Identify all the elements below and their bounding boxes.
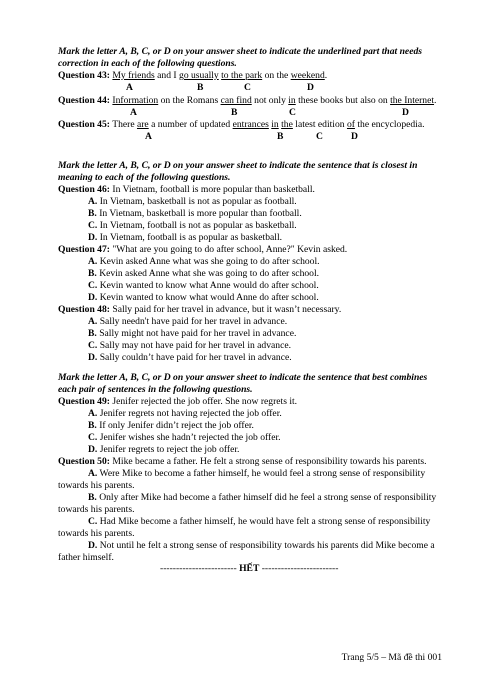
option-text: Only after Mike had become a father himself did he feel a strong sense of responsibility xyxy=(96,492,437,503)
label-b: B xyxy=(231,107,238,118)
option-key: C. xyxy=(88,340,98,351)
question-43 xyxy=(58,70,327,82)
question-text: Sally paid for her travel in advance, but it wasn’t necessary. xyxy=(109,304,342,315)
question-48 xyxy=(58,304,341,316)
option-text: Were Mike to become a father himself, he would feel a strong sense of responsibility xyxy=(97,468,426,479)
option-b xyxy=(88,420,254,432)
option-d xyxy=(88,352,292,364)
question-44 xyxy=(58,95,436,107)
text: a number of updated xyxy=(148,119,233,130)
option-a xyxy=(88,408,282,420)
underlined-part-b: can find xyxy=(220,95,252,106)
option-text: If only Jenifer didn’t reject the job offer. xyxy=(96,420,254,431)
option-text: Sally might not have paid for her travel in advance. xyxy=(96,328,297,339)
label-b: B xyxy=(277,131,284,142)
text: . xyxy=(324,70,328,81)
question-text: In Vietnam, football is more popular than basketball. xyxy=(109,184,315,195)
option-text: Jenifer regrets not having rejected the job offer. xyxy=(97,408,282,419)
end-marker xyxy=(160,563,338,575)
section1-instruction-line1: Mark the letter A, B, C, or D on your answer sheet to indicate the underlined part that needs xyxy=(58,46,422,57)
option-b xyxy=(88,208,302,220)
label-c: C xyxy=(316,131,323,142)
option-d-continuation: father himself. xyxy=(58,552,114,563)
underlined-part-a: Information xyxy=(112,95,159,106)
option-c-continuation: towards his parents. xyxy=(58,528,135,539)
label-a: A xyxy=(130,107,137,118)
text: these books but also on xyxy=(295,95,391,106)
underlined-part-d: the Internet xyxy=(390,95,435,106)
option-a xyxy=(88,256,320,268)
question-50 xyxy=(58,456,427,468)
option-text: In Vietnam, football is as popular as basketball. xyxy=(97,232,283,243)
option-key: B. xyxy=(88,328,97,339)
option-c xyxy=(88,516,430,528)
option-text: Had Mike become a father himself, he would have felt a strong sense of responsibility xyxy=(97,516,431,527)
option-text: Sally needn't have paid for her travel in advance. xyxy=(97,316,288,327)
page-footer: Trang 5/5 – Mã đề thi 001 xyxy=(341,652,442,663)
option-text: Kevin wanted to know what would Anne do after school. xyxy=(97,292,319,303)
label-c: C xyxy=(244,82,251,93)
text: . xyxy=(434,95,437,106)
label-c: C xyxy=(289,107,296,118)
question-text: Mike became a father. He felt a strong sense of responsibility towards his parents. xyxy=(109,456,427,467)
text: There xyxy=(109,119,137,130)
option-a-continuation: towards his parents. xyxy=(58,480,135,491)
text: the encyclopedia. xyxy=(354,119,425,130)
underlined-part-b: entrances xyxy=(232,119,269,130)
end-word: HẾT xyxy=(239,563,260,574)
option-key: A. xyxy=(88,468,98,479)
section2-instruction-line2: meaning to each of the following questions. xyxy=(58,172,231,183)
option-text: Sally couldn’t have paid for her travel in advance. xyxy=(97,352,292,363)
option-key: C. xyxy=(88,220,98,231)
question-number: Question 44: xyxy=(58,95,110,106)
text: latest edition xyxy=(292,119,347,130)
underlined-part-c: in xyxy=(271,119,279,130)
question-number: Question 50: xyxy=(58,456,110,467)
option-key: D. xyxy=(88,540,98,551)
option-c xyxy=(88,432,281,444)
section3-instruction-line2: each pair of sentences in the following questions. xyxy=(58,384,253,395)
option-d xyxy=(88,232,282,244)
option-key: B. xyxy=(88,420,97,431)
question-49 xyxy=(58,396,297,408)
question-text: Jenifer rejected the job offer. She now regrets it. xyxy=(109,396,298,407)
question-47 xyxy=(58,244,347,256)
option-d xyxy=(88,540,435,552)
underlined-part-b: go usually xyxy=(179,70,219,81)
underlined-part-a: My friends xyxy=(112,70,155,81)
question-number: Question 48: xyxy=(58,304,110,315)
option-d xyxy=(88,444,239,456)
option-key: D. xyxy=(88,352,98,363)
option-text: Kevin wanted to know what Anne would do after school. xyxy=(97,280,319,291)
underlined-part-c: in xyxy=(288,95,296,106)
option-key: D. xyxy=(88,444,98,455)
option-c xyxy=(88,280,319,292)
option-a xyxy=(88,468,425,480)
option-text: Not until he felt a strong sense of responsibility towards his parents did Mike become a xyxy=(97,540,435,551)
question-number: Question 46: xyxy=(58,184,110,195)
option-b xyxy=(88,492,436,504)
option-key: B. xyxy=(88,208,97,219)
text: on the Romans xyxy=(158,95,221,106)
option-key: C. xyxy=(88,432,98,443)
question-number: Question 47: xyxy=(58,244,110,255)
underlined-part-c2: the xyxy=(281,119,293,130)
question-number: Question 45: xyxy=(58,119,110,130)
section2-instruction-line1: Mark the letter A, B, C, or D on your answer sheet to indicate the sentence that is closest in xyxy=(58,160,418,171)
text: not only xyxy=(251,95,289,106)
option-a xyxy=(88,316,287,328)
option-text: Jenifer wishes she hadn’t rejected the job offer. xyxy=(97,432,281,443)
text: and I xyxy=(154,70,180,81)
option-key: B. xyxy=(88,492,97,503)
option-key: A. xyxy=(88,316,98,327)
option-key: C. xyxy=(88,516,98,527)
label-d: D xyxy=(351,131,358,142)
option-b xyxy=(88,268,319,280)
option-text: Kevin asked Anne what she was going to do after school. xyxy=(96,268,320,279)
option-key: B. xyxy=(88,268,97,279)
label-a: A xyxy=(145,131,152,142)
question-number: Question 49: xyxy=(58,396,110,407)
option-text: Kevin asked Anne what was she going to do after school. xyxy=(97,256,320,267)
section1-instruction-line2: correction in each of the following questions. xyxy=(58,58,237,69)
underlined-part-d: weekend xyxy=(290,70,325,81)
option-d xyxy=(88,292,319,304)
text: on the xyxy=(262,70,291,81)
option-text: In Vietnam, basketball is not as popular as football. xyxy=(97,196,297,207)
option-key: A. xyxy=(88,408,98,419)
option-c xyxy=(88,220,297,232)
option-text: In Vietnam, football is not as popular as basketball. xyxy=(97,220,297,231)
label-a: A xyxy=(126,82,133,93)
option-c xyxy=(88,340,291,352)
question-number: Question 43: xyxy=(58,70,110,81)
option-key: A. xyxy=(88,256,98,267)
option-key: A. xyxy=(88,196,98,207)
label-d: D xyxy=(402,107,409,118)
option-text: In Vietnam, basketball is more popular than football. xyxy=(96,208,302,219)
option-text: Jenifer regrets to reject the job offer. xyxy=(97,444,240,455)
label-d: D xyxy=(307,82,314,93)
label-b: B xyxy=(197,82,204,93)
option-text: Sally may not have paid for her travel in advance. xyxy=(97,340,291,351)
question-text: "What are you going to do after school, Anne?" Kevin asked. xyxy=(109,244,348,255)
option-key: D. xyxy=(88,292,98,303)
option-b-continuation: towards his parents. xyxy=(58,504,135,515)
end-dashes-left: ------------------------ xyxy=(160,563,240,574)
underlined-part-d: of xyxy=(346,119,355,130)
option-b xyxy=(88,328,296,340)
underlined-part-c: to the park xyxy=(221,70,263,81)
question-46 xyxy=(58,184,315,196)
option-key: D. xyxy=(88,232,98,243)
section3-instruction-line1: Mark the letter A, B, C, or D on your answer sheet to indicate the sentence that best combines xyxy=(58,372,428,383)
question-45 xyxy=(58,119,425,131)
end-dashes-right: ------------------------ xyxy=(259,563,339,574)
underlined-part-a: are xyxy=(136,119,149,130)
option-key: C. xyxy=(88,280,98,291)
option-a xyxy=(88,196,297,208)
